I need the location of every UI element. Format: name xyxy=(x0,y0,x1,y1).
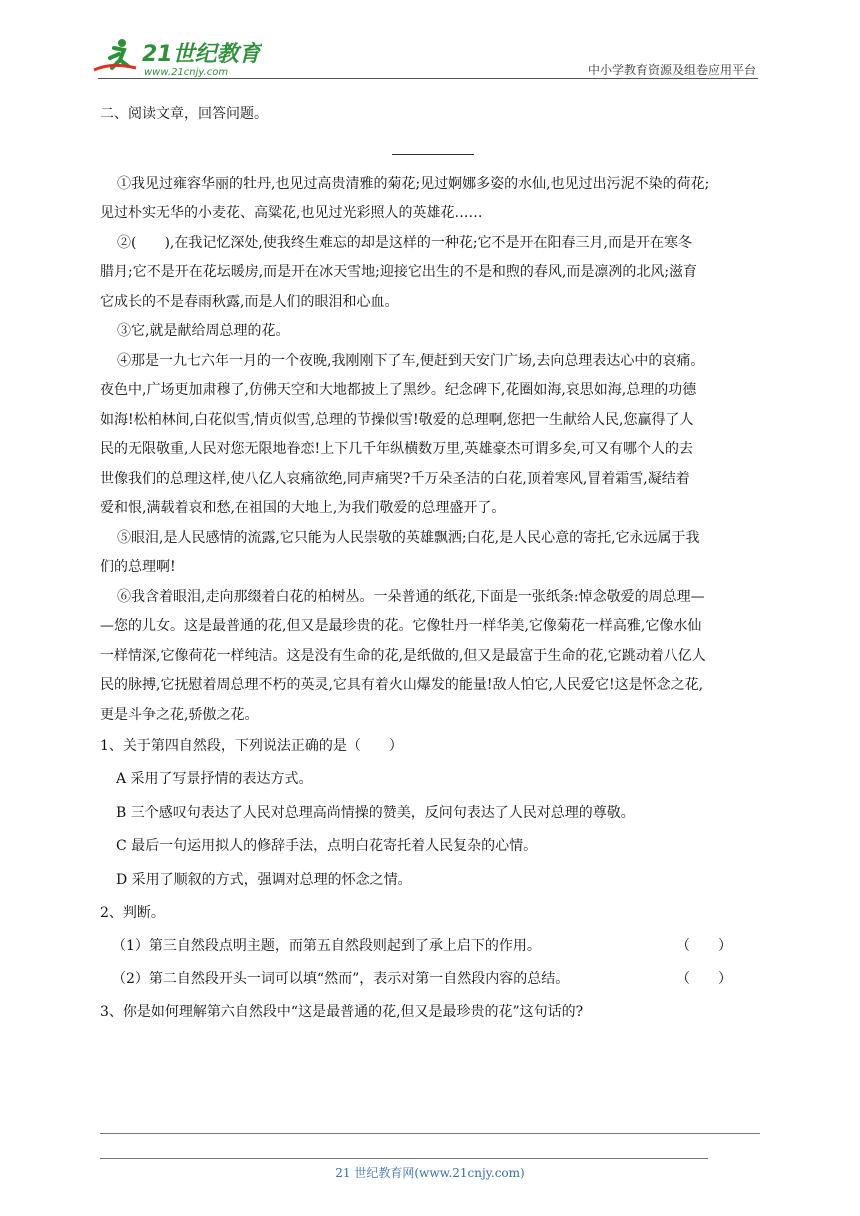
article-line: 如海!松柏林间,白花似雪,情贞似雪,总理的节操似雪!敬爱的总理啊,您把一生献给人民,您赢得了人 xyxy=(100,411,694,428)
page-header xyxy=(0,0,860,80)
article-line: ⑥我含着眼泪,走向那缀着白花的柏树丛。一朵普通的纸花,下面是一张纸条:悼念敬爱的周总理— xyxy=(117,588,705,605)
q1-option-d[interactable]: D 采用了顺叙的方式，强调对总理的怀念之情。 xyxy=(116,871,412,888)
article-line: 民的脉搏,它抚慰着周总理不朽的英灵,它具有着火山爆发的能量!敌人怕它,人民爱它!这是怀念之花, xyxy=(100,677,704,693)
svg-text:www.21cnjy.com: www.21cnjy.com xyxy=(144,67,229,78)
section-title: 二、阅读文章，回答问题。 xyxy=(100,106,268,122)
article-line: 它成长的不是春雨秋露,而是人们的眼泪和心血。 xyxy=(100,293,399,310)
q2-item-2-text: （2）第二自然段开头一词可以填“然而”，表示对第一自然段内容的总结。 xyxy=(112,971,570,987)
question-2-stem: 2、判断。 xyxy=(100,905,165,921)
q2-item-2 xyxy=(100,963,765,996)
logo-21cnjy xyxy=(92,34,262,80)
q1-option-b[interactable]: B 三个感叹句表达了人民对总理高尚情操的赞美，反问句表达了人民对总理的尊敬。 xyxy=(116,804,635,821)
article-line: 腊月;它不是开在花坛暖房,而是开在冰天雪地;迎接它出生的不是和煦的春风,而是凛冽的北风;滋育 xyxy=(100,264,698,280)
article-line: 夜色中,广场更加肃穆了,仿佛天空和大地都披上了黑纱。纪念碑下,花圈如海,哀思如海,总理的功德 xyxy=(100,382,697,398)
answer-line-1[interactable] xyxy=(100,1133,760,1134)
article-line: 一样情深,它像荷花一样纯洁。这是没有生命的花,是纸做的,但又是最富于生命的花,它跳动着八亿人 xyxy=(100,647,706,664)
article-line: —您的儿女。这是最普通的花,但又是最珍贵的花。它像牡丹一样华美,它像菊花一样高雅,它像水仙 xyxy=(100,618,702,634)
article-line: ④那是一九七六年一月的一个夜晚,我刚刚下了车,便赶到天安门广场,去向总理表达心中的哀痛。 xyxy=(117,352,705,369)
q2-item-2-answer[interactable]: （ ） xyxy=(676,971,732,987)
header-divider xyxy=(98,78,758,79)
question-3-stem: 3、你是如何理解第六自然段中“这是最普通的花,但又是最珍贵的花”这句话的? xyxy=(100,1004,584,1020)
article-line: ③它,就是献给周总理的花。 xyxy=(117,323,290,339)
article-line: 见过朴实无华的小麦花、高粱花,也见过光彩照人的英雄花…… xyxy=(100,205,483,221)
article-line: 们的总理啊! xyxy=(100,559,176,575)
article-line: 更是斗争之花,骄傲之花。 xyxy=(100,706,259,723)
article-line: ①我见过雍容华丽的牡丹,也见过高贵清雅的菊花;见过婀娜多姿的水仙,也见过出污泥不染的荷花; xyxy=(117,175,710,192)
article-line: 爱和恨,满载着哀和愁,在祖国的大地上,为我们敬爱的总理盛开了。 xyxy=(100,500,506,516)
article-line: ⑤眼泪,是人民感情的流露,它只能为人民崇敬的英雄飘洒;白花,是人民心意的寄托,它永远属于我 xyxy=(117,529,700,546)
article xyxy=(100,170,765,731)
q1-option-a[interactable]: A 采用了写景抒情的表达方式。 xyxy=(116,771,313,787)
q2-item-1-answer[interactable]: （ ） xyxy=(676,938,732,954)
answer-line-2[interactable] xyxy=(100,1158,708,1159)
platform-name: 中小学教育资源及组卷应用平台 xyxy=(587,63,756,77)
q2-item-1 xyxy=(100,930,765,963)
article-line: 世像我们的总理这样,使八亿人哀痛欲绝,同声痛哭?千万朵圣洁的白花,顶着寒风,冒着霜雪,凝结着 xyxy=(100,470,690,487)
svg-text:21世纪教育: 21世纪教育 xyxy=(142,42,261,67)
article-line: 民的无限敬重,人民对您无限地眷恋!上下几千年纵横数万里,英雄豪杰可谓多矣,可又有哪个人的去 xyxy=(100,441,693,457)
footer-source: 21 世纪教育网(www.21cnjy.com) xyxy=(335,1166,525,1180)
q1-option-c[interactable]: C 最后一句运用拟人的修辞手法，点明白花寄托着人民复杂的心情。 xyxy=(116,838,538,854)
article-line: ②( ),在我记忆深处,使我终生难忘的却是这样的一种花;它不是开在阳春三月,而是开在寒冬 xyxy=(117,234,692,251)
q2-item-1-text: （1）第三自然段点明主题，而第五自然段则起到了承上启下的作用。 xyxy=(112,938,541,954)
document-body xyxy=(100,100,765,1029)
question-1-stem: 1、关于第四自然段，下列说法正确的是（ ） xyxy=(100,738,403,754)
article-title-blank[interactable] xyxy=(100,140,765,160)
